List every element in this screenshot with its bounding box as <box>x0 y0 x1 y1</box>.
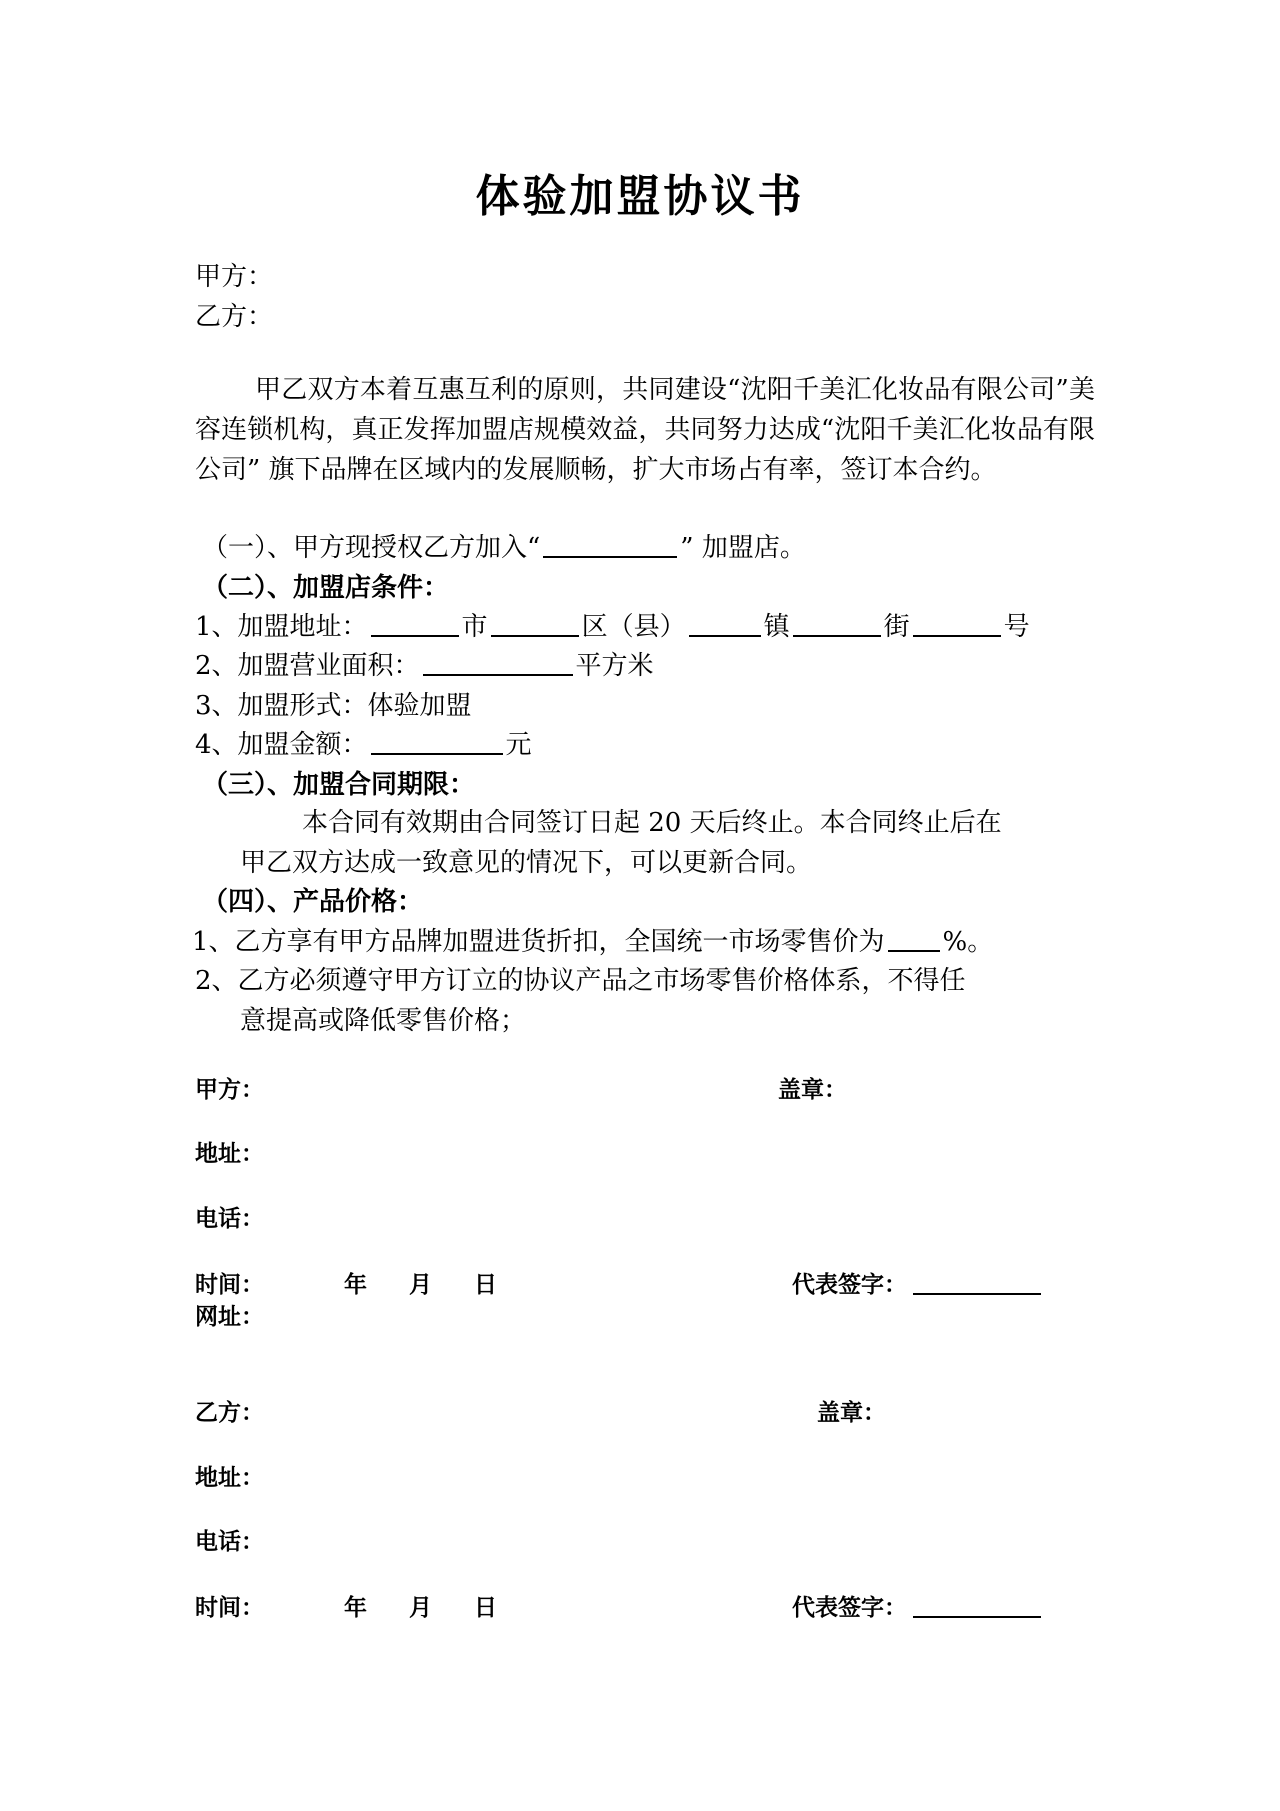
sig-b-rep-blank[interactable] <box>913 1592 1041 1618</box>
price-line-2-cont: 意提高或降低零售价格； <box>240 1006 527 1036</box>
sig-b-year: 年 <box>344 1594 367 1621</box>
sig-a-rep-blank[interactable] <box>913 1269 1041 1295</box>
franchise-name-blank[interactable] <box>543 528 677 558</box>
sig-a-year: 年 <box>344 1271 367 1298</box>
sig-b-rep: 代表签字： <box>792 1594 907 1621</box>
street-label: 街 <box>883 612 910 642</box>
price-1-suffix: %。 <box>942 927 994 957</box>
sig-b-time-row <box>195 1592 497 1624</box>
section-3-line-2: 甲乙双方达成一致意见的情况下，可以更新合同。 <box>240 848 813 878</box>
price-line-2: 2、乙方必须遵守甲方订立的协议产品之市场零售价格体系，不得任 <box>195 966 966 996</box>
sig-a-month: 月 <box>409 1271 432 1298</box>
section-1 <box>202 528 806 568</box>
sig-b-address: 地址： <box>195 1464 264 1491</box>
party-b-label: 乙方： <box>195 302 274 332</box>
sig-b-day: 日 <box>474 1594 497 1621</box>
sig-a-time-row <box>195 1269 497 1301</box>
sig-a-phone: 电话： <box>195 1205 264 1232</box>
sig-a-day: 日 <box>474 1271 497 1298</box>
area-line <box>195 646 654 686</box>
amount-unit: 元 <box>505 730 532 760</box>
sig-b-rep-row <box>792 1592 1041 1624</box>
section-3-line-1: 本合同有效期由合同签订日起 20 天后终止。本合同终止后在 <box>302 808 1002 838</box>
section-2-heading: （二）、加盟店条件： <box>202 573 450 603</box>
district-label: 区（县） <box>581 612 686 642</box>
amount-blank[interactable] <box>371 725 503 755</box>
party-a-label: 甲方： <box>195 262 274 292</box>
form-line: 3、加盟形式：体验加盟 <box>195 691 472 721</box>
intro-paragraph: 甲乙双方本着互惠互利的原则，共同建设“沈阳千美汇化妆品有限公司”美容连锁机构，真正发挥加盟店规模效益，共同努力达成“沈阳千美汇化妆品有限公司” 旗下品牌在区域内的发展顺畅，扩大市场占有率，签订本合约。 <box>195 375 1095 485</box>
sig-b-phone: 电话： <box>195 1528 264 1555</box>
price-percent-blank[interactable] <box>888 922 940 952</box>
section-1-prefix: （一）、甲方现授权乙方加入“ <box>202 533 541 563</box>
sig-b-seal: 盖章： <box>817 1399 886 1426</box>
street-blank[interactable] <box>793 607 881 637</box>
price-line-1 <box>192 922 993 962</box>
section-1-suffix: ” 加盟店。 <box>680 533 806 563</box>
city-blank[interactable] <box>371 607 459 637</box>
section-3-heading: （三）、加盟合同期限： <box>202 770 476 800</box>
amount-prefix: 4、加盟金额： <box>195 730 368 760</box>
sig-a-website: 网址： <box>195 1303 264 1330</box>
address-prefix: 1、加盟地址： <box>195 612 368 642</box>
sig-a-address: 地址： <box>195 1140 264 1167</box>
number-label: 号 <box>1003 612 1030 642</box>
area-prefix: 2、加盟营业面积： <box>195 651 420 681</box>
amount-line <box>195 725 532 765</box>
section-4-heading: （四）、产品价格： <box>202 887 424 917</box>
town-blank[interactable] <box>689 607 761 637</box>
price-1-prefix: 1、乙方享有甲方品牌加盟进货折扣，全国统一市场零售价为 <box>192 927 885 957</box>
sig-a-time: 时间： <box>195 1271 264 1298</box>
area-unit: 平方米 <box>575 651 654 681</box>
sig-b-time: 时间： <box>195 1594 264 1621</box>
sig-b-month: 月 <box>409 1594 432 1621</box>
sig-a-party: 甲方： <box>195 1076 264 1103</box>
sig-a-seal: 盖章： <box>778 1076 847 1103</box>
number-blank[interactable] <box>913 607 1001 637</box>
town-label: 镇 <box>763 612 790 642</box>
sig-a-rep-row <box>792 1269 1041 1301</box>
area-blank[interactable] <box>423 646 573 676</box>
document-title: 体验加盟协议书 <box>475 171 805 222</box>
sig-a-rep: 代表签字： <box>792 1271 907 1298</box>
district-blank[interactable] <box>491 607 579 637</box>
address-line <box>195 607 1030 647</box>
city-label: 市 <box>461 612 488 642</box>
sig-b-party: 乙方： <box>195 1399 264 1426</box>
